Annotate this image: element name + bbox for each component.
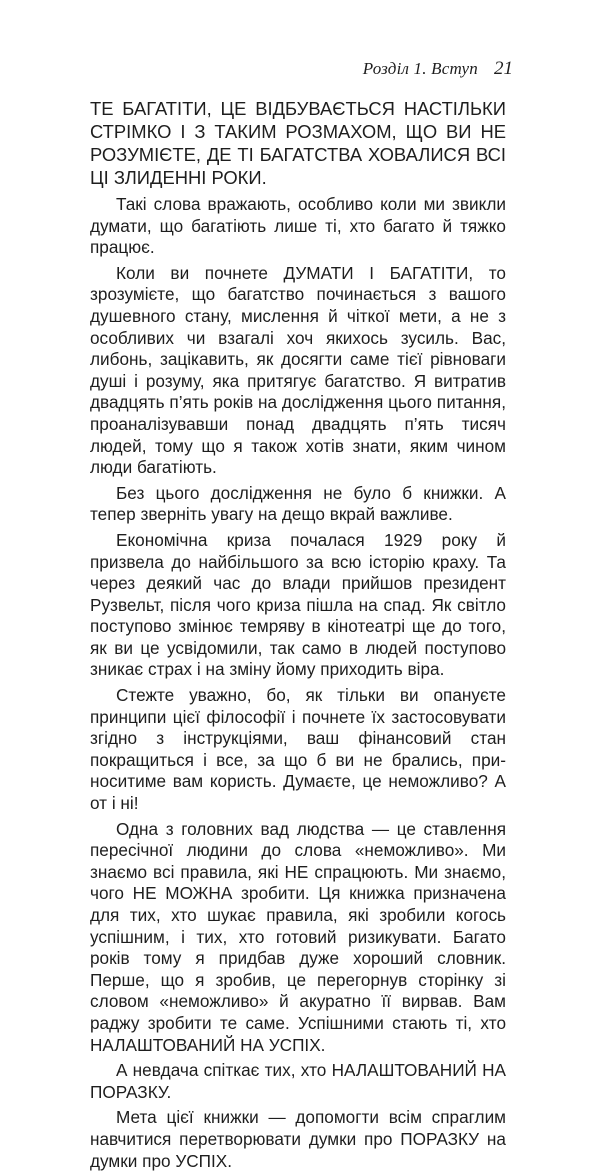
paragraph-research: Без цього дослідження не було б книжки. А тепер зверніть увагу на дещо вкрай важливе. (90, 482, 506, 525)
paragraph-think-and-grow-rich: Коли ви почнете ДУМАТИ І БАГАТІТИ, то зрозумієте, що багатство починається з вашого душевного стану, мислення й чіткої мети, а не з особливих чи взагалі хоч якихось зусиль. Вас, либонь, зацікавить, як досягти саме тієї рівноваги душі і розуму, яка притягує багатство. Я витратив двадцять п’ять років на дослідження цього питання, проаналізувавши понад двадцять п’ять тисяч людей, тому що я також хотів знати, яким чином люди багатіють. (90, 262, 506, 478)
page-number: 21 (494, 58, 513, 79)
page-body (90, 97, 506, 1176)
running-header (363, 58, 513, 82)
paragraph-economic-crisis: Економічна криза почалася 1929 року й призвела до найбільшого за всю історію краху. Та через деякий час до влади прийшов президент Рузвельт, після чого криза пішла на спад. Як світло поступово змінює темряву в кінотеатрі ще до того, як ви це усвідомили, так само в людей поступово зникає страх і на зміну йому приходить віра. (90, 529, 506, 680)
section-title: Розділ 1. Вступ (362, 59, 478, 78)
paragraph-philosophy: Стежте уважно, бо, як тільки ви опануєте принципи цієї філософії і почнете їх застосовувати згідно з інструкціями, ваш фінансовий стан покращиться і все, за що б ви не брались, приноситиме вам користь. Думаєте, це неможливо? А от і ні! (90, 685, 506, 814)
paragraph-book-goal: Мета цієї книжки — допомогти всім спраглим навчитися перетворювати думки про ПОРАЗКУ на думки про УСПІХ. (90, 1107, 506, 1171)
paragraph-words-impress: Такі слова вражають, особливо коли ми звикли думати, що багатіють лише ті, хто багато й тяжко працює. (90, 194, 506, 258)
paragraph-intro-caps: ТЕ БАГАТІТИ, ЦЕ ВІДБУВАЄТЬСЯ НАСТІЛЬКИ СТРІМКО І З ТАКИМ РОЗМАХОМ, ЩО ВИ НЕ РОЗУМІЄТЕ, ДЕ ТІ БАГАТСТВА ХОВАЛИСЯ ВСІ ЦІ ЗЛИДЕННІ РОКИ. (90, 98, 506, 188)
paragraph-failure: А невдача спіткає тих, хто НАЛАШТОВАНИЙ НА ПОРАЗКУ. (90, 1060, 506, 1102)
paragraph-impossible: Одна з головних вад людства — це ставлення пересічної людини до слова «неможливо». Ми знаємо всі правила, які НЕ спрацюють. Ми знаємо, чого НЕ МОЖНА зробити. Ця книжка призначена для тих, хто шукає правила, які зробили когось успішним, і тих, хто готовий ризикувати. Багато років тому я придбав дуже хороший словник. Перше, що я зробив, це перегорнув сторінку зі словом «неможливо» й акуратно її вирвав. Вам раджу зробити те саме. Успішними стають ті, хто НАЛАШТОВАНИЙ НА УСПІХ. (90, 818, 506, 1055)
